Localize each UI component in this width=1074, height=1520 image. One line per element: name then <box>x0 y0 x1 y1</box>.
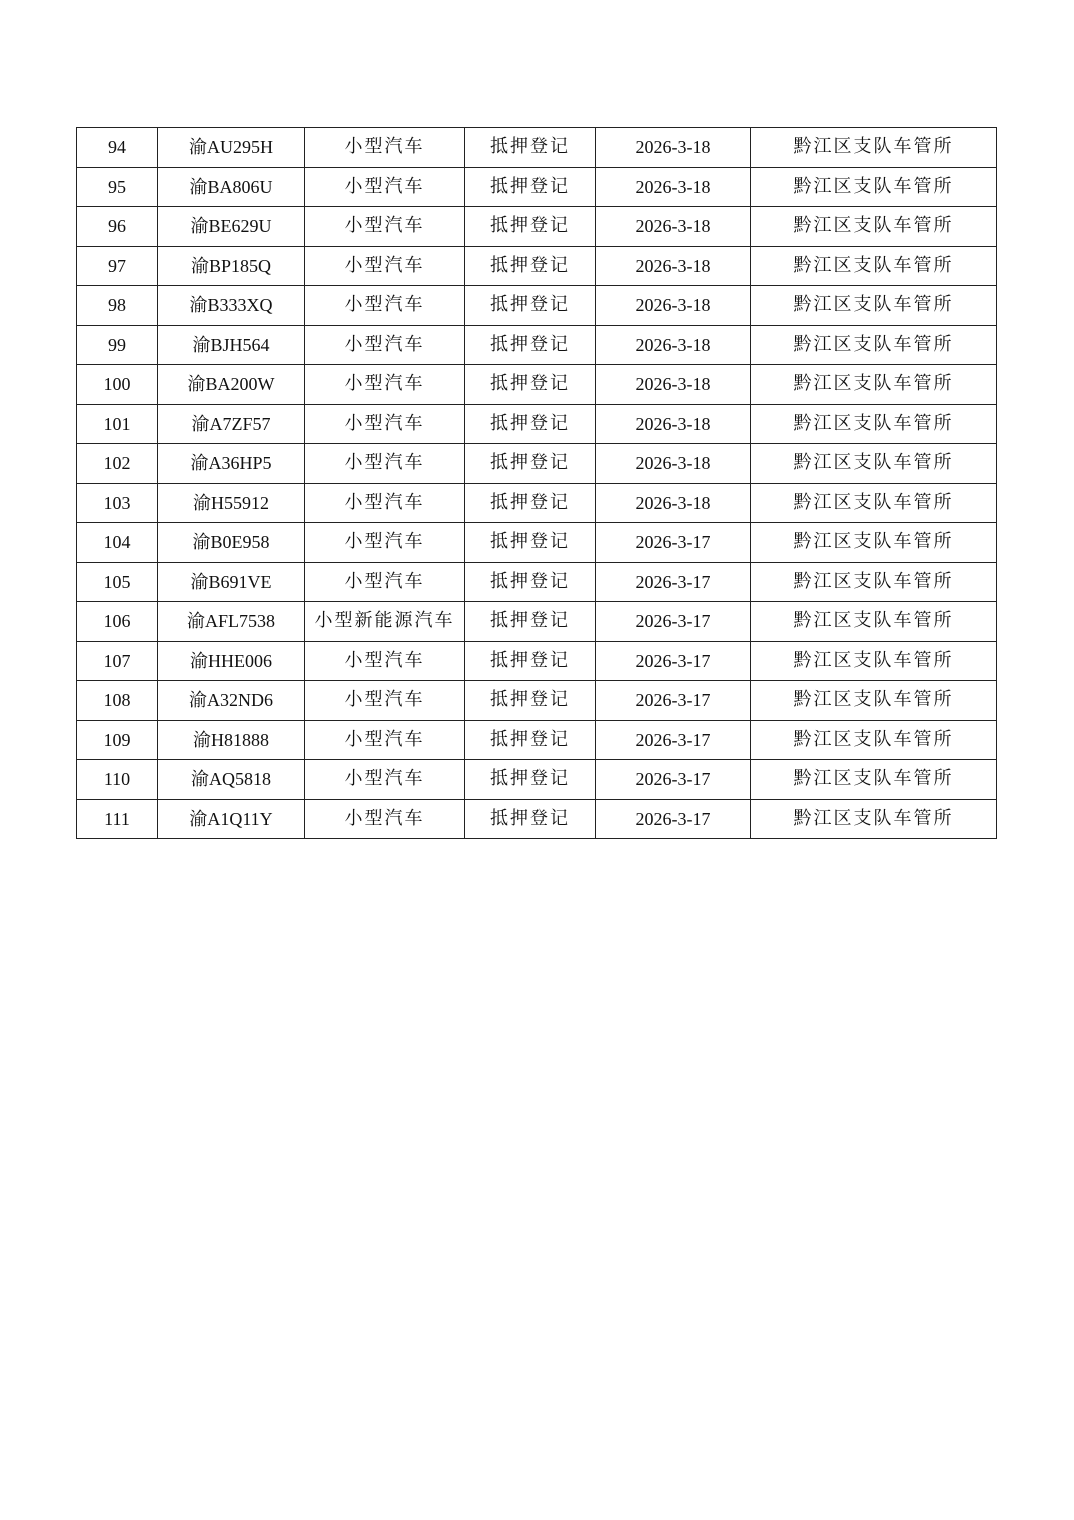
plate-number-cell: 渝BE629U <box>158 207 305 247</box>
business-type-cell: 抵押登记 <box>465 681 596 721</box>
table-body <box>77 128 997 839</box>
date-cell: 2026-3-18 <box>596 167 751 207</box>
office-cell: 黔江区支队车管所 <box>751 523 997 563</box>
office-cell: 黔江区支队车管所 <box>751 325 997 365</box>
plate-number-cell: 渝AFL7538 <box>158 602 305 642</box>
table-row <box>77 404 997 444</box>
row-number-cell: 98 <box>77 286 158 326</box>
date-cell: 2026-3-17 <box>596 602 751 642</box>
vehicle-type-cell: 小型汽车 <box>305 562 465 602</box>
vehicle-type-cell: 小型汽车 <box>305 128 465 168</box>
plate-number-cell: 渝BA806U <box>158 167 305 207</box>
date-cell: 2026-3-17 <box>596 641 751 681</box>
date-cell: 2026-3-17 <box>596 799 751 839</box>
table-row <box>77 799 997 839</box>
vehicle-type-cell: 小型汽车 <box>305 365 465 405</box>
date-cell: 2026-3-18 <box>596 325 751 365</box>
row-number-cell: 107 <box>77 641 158 681</box>
date-cell: 2026-3-18 <box>596 444 751 484</box>
office-cell: 黔江区支队车管所 <box>751 641 997 681</box>
business-type-cell: 抵押登记 <box>465 720 596 760</box>
row-number-cell: 106 <box>77 602 158 642</box>
plate-number-cell: 渝B0E958 <box>158 523 305 563</box>
table-row <box>77 167 997 207</box>
business-type-cell: 抵押登记 <box>465 602 596 642</box>
office-cell: 黔江区支队车管所 <box>751 720 997 760</box>
vehicle-type-cell: 小型汽车 <box>305 681 465 721</box>
vehicle-type-cell: 小型汽车 <box>305 444 465 484</box>
office-cell: 黔江区支队车管所 <box>751 246 997 286</box>
office-cell: 黔江区支队车管所 <box>751 286 997 326</box>
vehicle-type-cell: 小型汽车 <box>305 404 465 444</box>
office-cell: 黔江区支队车管所 <box>751 799 997 839</box>
office-cell: 黔江区支队车管所 <box>751 602 997 642</box>
plate-number-cell: 渝A1Q11Y <box>158 799 305 839</box>
vehicle-type-cell: 小型汽车 <box>305 720 465 760</box>
business-type-cell: 抵押登记 <box>465 641 596 681</box>
row-number-cell: 103 <box>77 483 158 523</box>
table-row <box>77 523 997 563</box>
plate-number-cell: 渝H81888 <box>158 720 305 760</box>
table-row <box>77 286 997 326</box>
plate-number-cell: 渝HHE006 <box>158 641 305 681</box>
row-number-cell: 100 <box>77 365 158 405</box>
date-cell: 2026-3-18 <box>596 286 751 326</box>
table-row <box>77 760 997 800</box>
business-type-cell: 抵押登记 <box>465 444 596 484</box>
vehicle-type-cell: 小型汽车 <box>305 246 465 286</box>
table-row <box>77 246 997 286</box>
office-cell: 黔江区支队车管所 <box>751 681 997 721</box>
plate-number-cell: 渝A36HP5 <box>158 444 305 484</box>
vehicle-type-cell: 小型汽车 <box>305 523 465 563</box>
plate-number-cell: 渝B333XQ <box>158 286 305 326</box>
business-type-cell: 抵押登记 <box>465 562 596 602</box>
table-row <box>77 562 997 602</box>
date-cell: 2026-3-18 <box>596 246 751 286</box>
row-number-cell: 110 <box>77 760 158 800</box>
office-cell: 黔江区支队车管所 <box>751 404 997 444</box>
business-type-cell: 抵押登记 <box>465 760 596 800</box>
plate-number-cell: 渝BJH564 <box>158 325 305 365</box>
table-row <box>77 365 997 405</box>
row-number-cell: 94 <box>77 128 158 168</box>
vehicle-type-cell: 小型汽车 <box>305 483 465 523</box>
office-cell: 黔江区支队车管所 <box>751 760 997 800</box>
business-type-cell: 抵押登记 <box>465 483 596 523</box>
office-cell: 黔江区支队车管所 <box>751 483 997 523</box>
table-row <box>77 325 997 365</box>
table-row <box>77 207 997 247</box>
vehicle-type-cell: 小型汽车 <box>305 207 465 247</box>
row-number-cell: 105 <box>77 562 158 602</box>
business-type-cell: 抵押登记 <box>465 799 596 839</box>
office-cell: 黔江区支队车管所 <box>751 444 997 484</box>
plate-number-cell: 渝A7ZF57 <box>158 404 305 444</box>
table-row <box>77 641 997 681</box>
vehicle-type-cell: 小型汽车 <box>305 325 465 365</box>
plate-number-cell: 渝AQ5818 <box>158 760 305 800</box>
office-cell: 黔江区支队车管所 <box>751 207 997 247</box>
plate-number-cell: 渝AU295H <box>158 128 305 168</box>
row-number-cell: 108 <box>77 681 158 721</box>
table-row <box>77 681 997 721</box>
business-type-cell: 抵押登记 <box>465 128 596 168</box>
vehicle-type-cell: 小型汽车 <box>305 641 465 681</box>
business-type-cell: 抵押登记 <box>465 365 596 405</box>
office-cell: 黔江区支队车管所 <box>751 562 997 602</box>
row-number-cell: 102 <box>77 444 158 484</box>
date-cell: 2026-3-17 <box>596 681 751 721</box>
business-type-cell: 抵押登记 <box>465 404 596 444</box>
row-number-cell: 96 <box>77 207 158 247</box>
business-type-cell: 抵押登记 <box>465 286 596 326</box>
table-row <box>77 602 997 642</box>
office-cell: 黔江区支队车管所 <box>751 167 997 207</box>
plate-number-cell: 渝B691VE <box>158 562 305 602</box>
plate-number-cell: 渝BP185Q <box>158 246 305 286</box>
date-cell: 2026-3-18 <box>596 365 751 405</box>
table-row <box>77 128 997 168</box>
plate-number-cell: 渝BA200W <box>158 365 305 405</box>
vehicle-type-cell: 小型新能源汽车 <box>305 602 465 642</box>
row-number-cell: 95 <box>77 167 158 207</box>
table-row <box>77 720 997 760</box>
table-row <box>77 444 997 484</box>
row-number-cell: 111 <box>77 799 158 839</box>
office-cell: 黔江区支队车管所 <box>751 365 997 405</box>
vehicle-type-cell: 小型汽车 <box>305 799 465 839</box>
plate-number-cell: 渝H55912 <box>158 483 305 523</box>
row-number-cell: 104 <box>77 523 158 563</box>
vehicle-registration-table <box>76 127 997 839</box>
vehicle-type-cell: 小型汽车 <box>305 286 465 326</box>
date-cell: 2026-3-18 <box>596 483 751 523</box>
vehicle-type-cell: 小型汽车 <box>305 167 465 207</box>
office-cell: 黔江区支队车管所 <box>751 128 997 168</box>
row-number-cell: 99 <box>77 325 158 365</box>
business-type-cell: 抵押登记 <box>465 325 596 365</box>
table-row <box>77 483 997 523</box>
business-type-cell: 抵押登记 <box>465 523 596 563</box>
date-cell: 2026-3-18 <box>596 404 751 444</box>
date-cell: 2026-3-18 <box>596 207 751 247</box>
date-cell: 2026-3-17 <box>596 523 751 563</box>
row-number-cell: 97 <box>77 246 158 286</box>
vehicle-type-cell: 小型汽车 <box>305 760 465 800</box>
row-number-cell: 109 <box>77 720 158 760</box>
date-cell: 2026-3-17 <box>596 720 751 760</box>
row-number-cell: 101 <box>77 404 158 444</box>
plate-number-cell: 渝A32ND6 <box>158 681 305 721</box>
date-cell: 2026-3-17 <box>596 562 751 602</box>
date-cell: 2026-3-17 <box>596 760 751 800</box>
business-type-cell: 抵押登记 <box>465 167 596 207</box>
date-cell: 2026-3-18 <box>596 128 751 168</box>
business-type-cell: 抵押登记 <box>465 207 596 247</box>
business-type-cell: 抵押登记 <box>465 246 596 286</box>
